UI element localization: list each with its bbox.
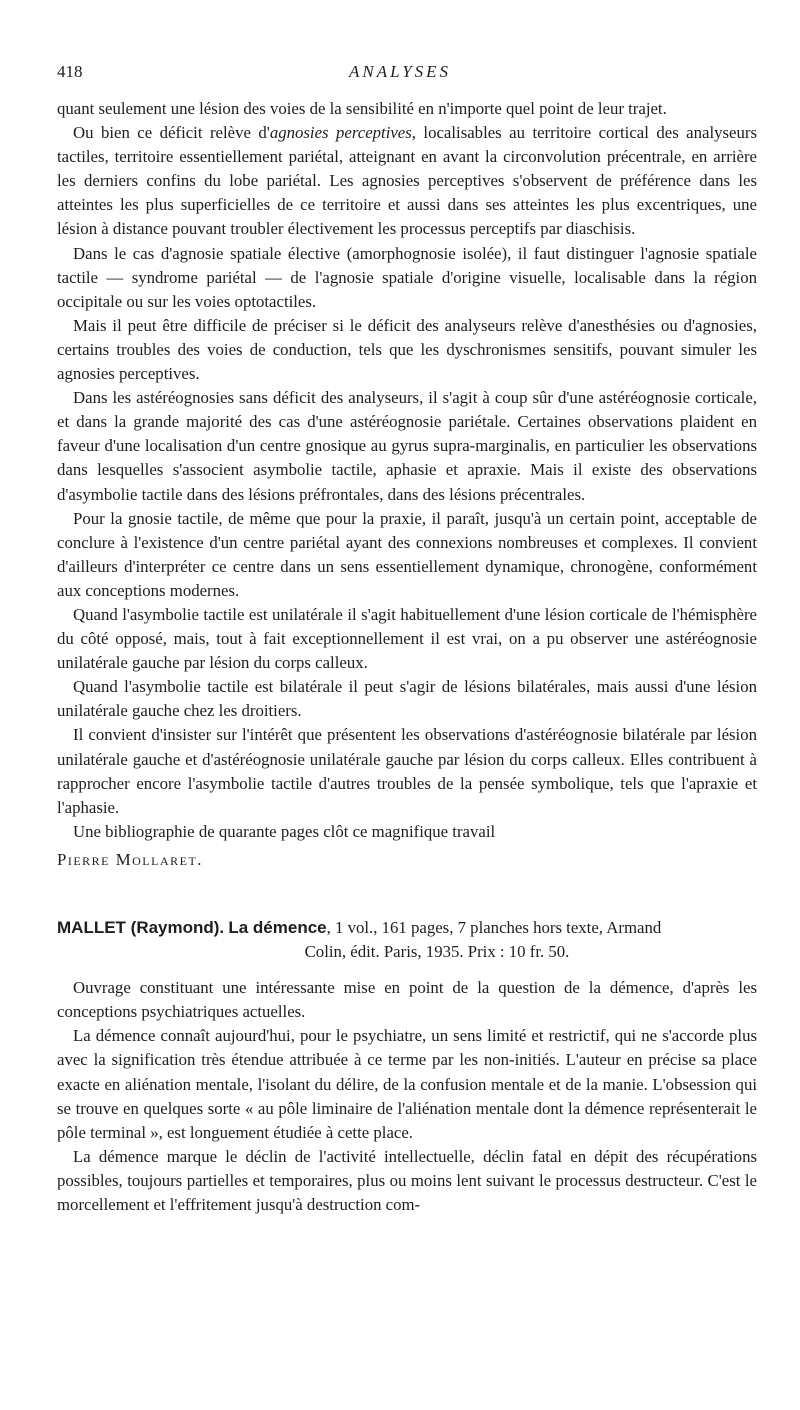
paragraph: Pour la gnosie tactile, de même que pour la praxie, il paraît, jusqu'à un certain point, acceptable de conclure à l'existence d'un centre pariétal ayant des connexions nombreuses et complexes. Il convient d'ailleurs d'interpréter ce centre dans un sens essentiellement dynamique, chronogène, conformément aux conceptions modernes. [57, 508, 757, 600]
spacer [57, 964, 757, 976]
page-number: 418 [57, 62, 83, 81]
page-body [57, 97, 757, 1217]
paragraph: Une bibliographie de quarante pages clôt ce magnifique travail [73, 821, 496, 841]
review-author: MALLET (Raymond). [57, 918, 225, 937]
text-run: Ou bien ce déficit relève d' [73, 123, 270, 143]
paragraph: quant seulement une lésion des voies de la sensibilité en n'importe quel point de leur trajet. [57, 99, 667, 118]
paragraph: Il convient d'insister sur l'intérêt que présentent les observations d'astéréognosie bilatérale par lésion unilatérale gauche et d'astéréognosie unilatérale gauche par lésion du corps calleux. Elles contribuent à rapprocher encore l'asymbolie tactile d'autres troubles de la pensée symbolique, tels que l'apraxie et l'aphasie. [57, 725, 757, 817]
review-book-title: La démence [228, 918, 327, 937]
paragraph: Mais il peut être difficile de préciser si le déficit des analyseurs relève d'anesthésies ou d'agnosies, certains troubles des voies de conduction, tels que les dyschronismes sensitifs, pouvant simuler les agnosies perceptives. [57, 315, 757, 384]
review-details: , 1 vol., 161 pages, 7 planches hors texte, Armand [326, 918, 662, 937]
paragraph: La démence marque le déclin de l'activité intellectuelle, déclin fatal en dépit des récupérations possibles, toujours partielles et temporaires, plus ou moins lent suivant le processus destructeur. C'est le morcellement et l'effritement jusqu'à destruction com- [57, 1146, 757, 1215]
text-run: , localisables au territoire cortical des analyseurs tactiles, territoire essentiellement pariétal, atteignant en avant la circonvolution précentrale, en arrière les derniers confins du lobe pariétal. Les agnosies perceptives s'observent de préférence dans les atteintes les plus superficielles de ce territoire et aussi dans ses atteintes les plus excentriques, une lésion à distance pouvant troubler électivement les processus perceptifs par diaschisis. [57, 123, 757, 239]
signature: Pierre Mollaret. [57, 849, 203, 869]
page-header [57, 62, 743, 84]
paragraph: Dans le cas d'agnosie spatiale élective (amorphognosie isolée), il faut distinguer l'agnosie spatiale tactile — syndrome pariétal — de l'agnosie spatiale d'origine visuelle, localisable dans la région occipitale ou sur les voies optotactiles. [57, 243, 757, 311]
paragraph [57, 121, 757, 241]
paragraph: Ouvrage constituant une intéressante mise en point de la question de la démence, d'après les conceptions psychiatriques actuelles. [57, 978, 757, 1022]
review-heading [57, 916, 757, 964]
paragraph: Quand l'asymbolie tactile est bilatérale il peut s'agir de lésions bilatérales, mais aussi d'une lésion unilatérale gauche chez les droitiers. [57, 677, 757, 721]
emphasis-text: agnosies perceptives [269, 123, 412, 143]
review-details-continued: Colin, édit. Paris, 1935. Prix : 10 fr. 50. [304, 942, 570, 962]
paragraph: La démence connaît aujourd'hui, pour le psychiatre, un sens limité et restrictif, qui ne s'accorde plus avec la signification très étendue attribuée à ce terme par les non-initiés. L'auteur en précise sa place exacte en aliénation mentale, l'isolant du délire, de la confusion mentale et de la manie. L'obsession qui se trouve en quelques sorte « au pôle liminaire de l'aliénation mentale dont la démence représenterait le pôle terminal », est longuement étudiée à cette place. [57, 1026, 757, 1142]
paragraph: Dans les astéréognosies sans déficit des analyseurs, il s'agit à coup sûr d'une astéréognosie corticale, et dans la grande majorité des cas d'une astéréognosie pariétale. Certaines observations plaident en faveur d'une localisation d'un centre gnosique au gyrus supra-marginalis, en particulier les observations dans lesquelles s'associent asymbolie tactile, aphasie et apraxie. Mais il existe des observations d'asymbolie tactile dans des lésions préfrontales, dans des lésions précentrales. [57, 388, 757, 504]
running-title: ANALYSES [348, 62, 452, 81]
paragraph: Quand l'asymbolie tactile est unilatérale il s'agit habituellement d'une lésion corticale de l'hémisphère du côté opposé, mais, tout à fait exceptionnellement il est vrai, on a pu observer une astéréognosie unilatérale gauche par lésion du corps calleux. [57, 604, 757, 673]
